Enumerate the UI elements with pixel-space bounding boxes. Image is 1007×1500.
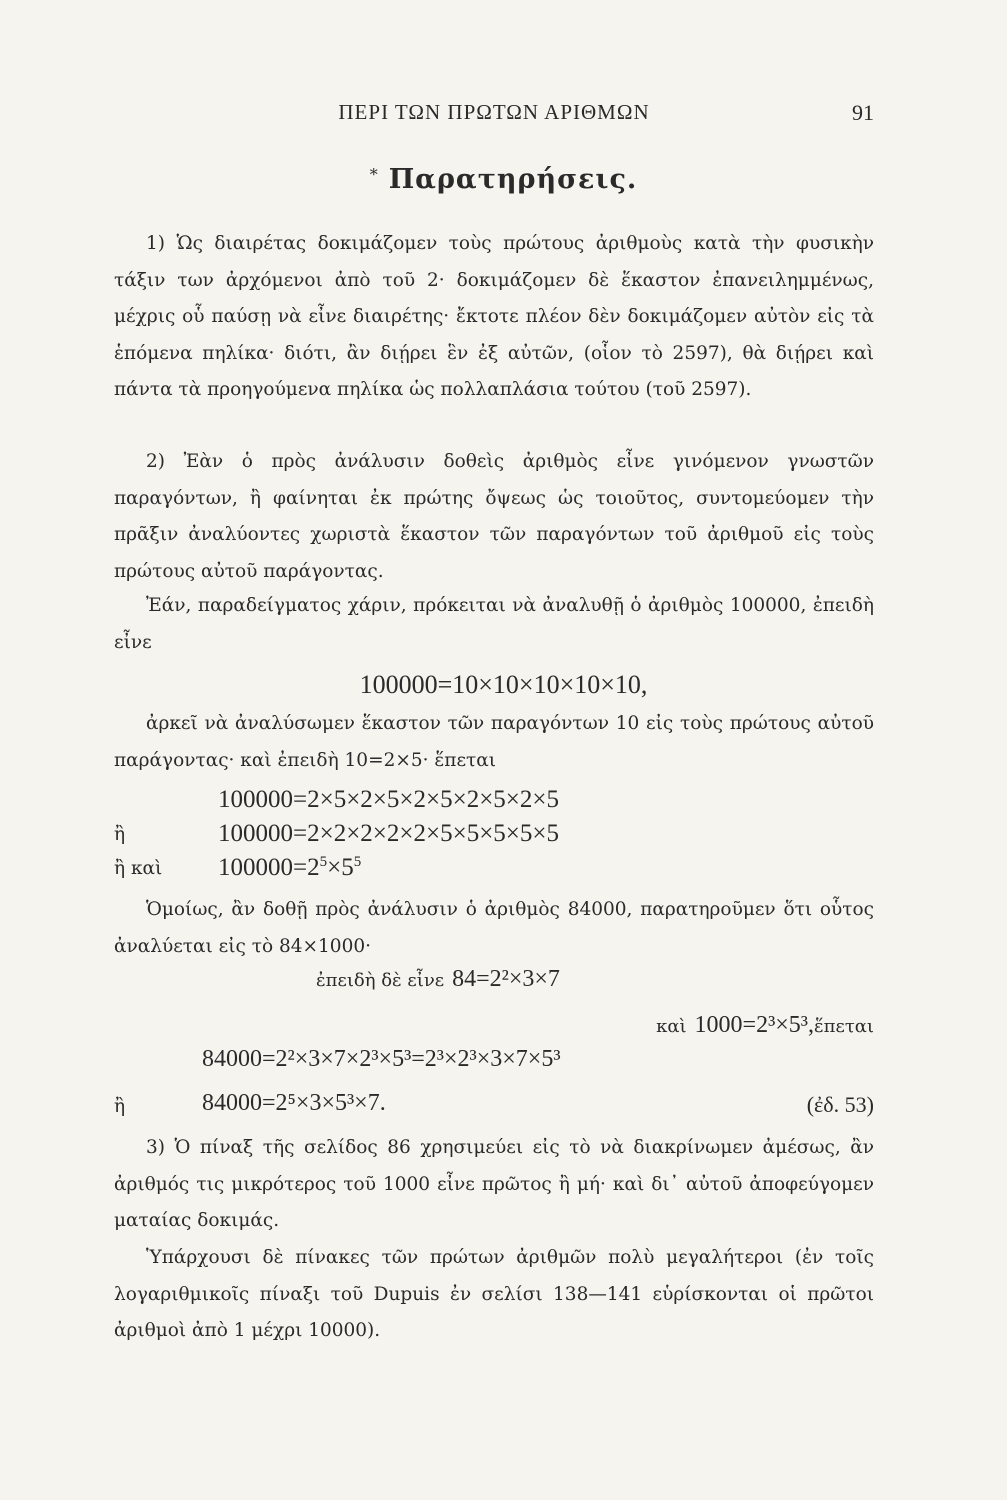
equation-1: 100000=10×10×10×10×10, [359, 670, 648, 699]
equation-3-line [114, 820, 874, 856]
equation-7: 84000=2²×3×7×2³×5³=2³×2³×3×7×5³ [202, 1046, 561, 1072]
equation-5-prefix: ἐπειδὴ δὲ εἶνε [316, 970, 445, 991]
asterisk-mark: * [369, 165, 379, 184]
equation-5-line [316, 966, 560, 993]
equation-6-line [656, 1012, 874, 1039]
equation-8-reference: (ἐδ. 53) [806, 1092, 874, 1117]
paragraph-7-text: Ὑπάρχουσι δὲ πίνακες τῶν πρώτων ἀριθμῶν πολὺ μεγαλήτεροι (ἐν τοῖς λογαριθμικοῖς πίναξι τοῦ Dupuis ἐν σελίσι 138—141 εὑρίσκονται οἱ πρῶτοι ἀριθμοὶ ἀπὸ 1 μέχρι 10000). [114, 1247, 874, 1341]
page-number: 91 [852, 100, 874, 125]
paragraph-3-text: Ἐάν, παραδείγματος χάριν, πρόκειται νὰ ἀναλυθῇ ὁ ἀριθμὸς 100000, ἐπειδὴ εἶνε [114, 595, 874, 653]
paragraph-4 [114, 706, 874, 779]
paragraph-5 [114, 892, 874, 965]
equation-8-prefix: ἢ [114, 1096, 126, 1117]
running-head-title: ΠΕΡΙ ΤΩΝ ΠΡΩΤΩΝ ΑΡΙΘΜΩΝ [338, 100, 650, 124]
section-title [0, 164, 1007, 195]
equation-2: 100000=2×5×2×5×2×5×2×5×2×5 [218, 786, 559, 813]
equation-4-mid: ×5 [327, 854, 354, 881]
equation-3: 100000=2×2×2×2×2×5×5×5×5×5 [218, 820, 559, 847]
equation-6-prefix: καὶ [656, 1016, 687, 1037]
equation-4 [218, 854, 361, 882]
equation-8-line [114, 1090, 874, 1126]
paragraph-5-text: Ὁμοίως, ἂν δοθῇ πρὸς ἀνάλυσιν ὁ ἀριθμὸς 84000, παρατηροῦμεν ὅτι οὗτος ἀναλύεται εἰς τὸ 84×1000· [114, 899, 874, 957]
equation-2-line [114, 786, 874, 822]
equation-5: 84=2²×3×7 [452, 966, 560, 992]
equation-6: 1000=2³×5³, [694, 1012, 814, 1038]
equation-3-prefix: ἢ [114, 824, 126, 845]
equation-8: 84000=2⁵×3×5³×7. [202, 1090, 386, 1116]
equation-4-line [114, 854, 874, 890]
paragraph-1-text: 1) Ὡς διαιρέτας δοκιμάζομεν τοὺς πρώτους ἀριθμοὺς κατὰ τὴν φυσικὴν τάξιν των ἀρχόμενοι ἀπὸ τοῦ 2· δοκιμάζομεν δὲ ἕκαστον ἐπανειλημμένως, μέχρις οὗ παύσῃ νὰ εἶνε διαιρέτης· ἔκτοτε πλέον δὲν δοκιμάζομεν αὐτὸν εἰς τὰ ἑπόμενα πηλίκα· διότι, ἂν διῄρει ἓν ἐξ αὐτῶν, (οἷον τὸ 2597), θὰ διῄρει καὶ πάντα τὰ προηγούμενα πηλίκα ὡς πολλαπλάσια τούτου (τοῦ 2597). [114, 233, 874, 400]
equation-4-exponent-2: 5 [353, 854, 362, 870]
paragraph-6 [114, 1130, 874, 1240]
running-head [114, 100, 874, 130]
equation-4-prefix: ἢ καὶ [114, 858, 163, 879]
paragraph-3 [114, 588, 874, 661]
equation-4-exponent-1: 5 [319, 854, 328, 870]
paragraph-7 [114, 1240, 874, 1350]
paragraph-2-text: 2) Ἐὰν ὁ πρὸς ἀνάλυσιν δοθεὶς ἀριθμὸς εἶνε γινόμενον γνωστῶν παραγόντων, ἢ φαίνηται ἐκ πρώτης ὄψεως ὡς τοιοῦτος, συντομεύομεν τὴν πρᾶξιν ἀναλύοντες χωριστὰ ἕκαστον τῶν παραγόντων τοῦ ἀριθμοῦ εἰς τοὺς πρώτους αὐτοῦ παράγοντας. [114, 451, 874, 582]
paragraph-6-text: 3) Ὁ πίναξ τῆς σελίδος 86 χρησιμεύει εἰς τὸ νὰ διακρίνωμεν ἀμέσως, ἂν ἀριθμός τις μικρότερος τοῦ 1000 εἶνε πρῶτος ἢ μή· καὶ δι᾽ αὐτοῦ ἀποφεύγομεν ματαίας δοκιμάς. [114, 1137, 874, 1231]
equation-4-base: 100000=2 [218, 854, 320, 881]
paragraph-2 [114, 444, 874, 590]
section-title-text: Παρατηρήσεις. [388, 164, 638, 195]
paragraph-4-text: ἀρκεῖ νὰ ἀναλύσωμεν ἕκαστον τῶν παραγόντων 10 εἰς τοὺς πρώτους αὐτοῦ παράγοντας· καὶ ἐπειδὴ 10=2×5· ἕπεται [114, 713, 874, 771]
equation-6-suffix: ἕπεται [814, 1016, 874, 1037]
paragraph-1 [114, 226, 874, 409]
